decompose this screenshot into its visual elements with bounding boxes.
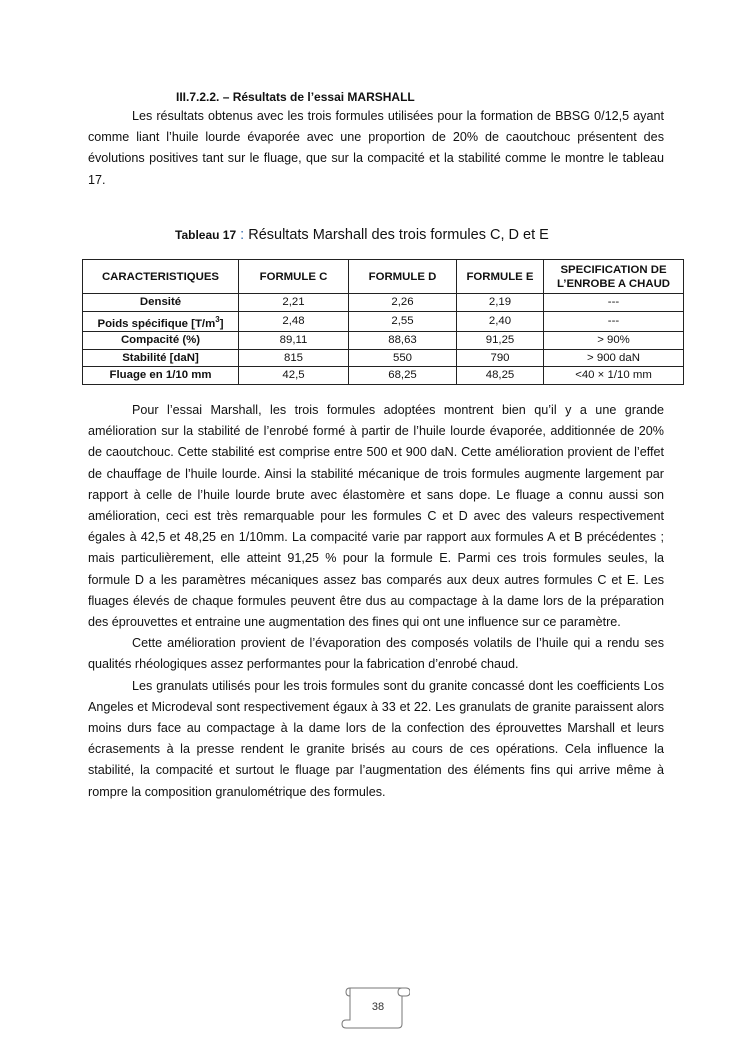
cell-formule-e: 48,25	[457, 367, 544, 385]
cell-formule-c: 42,5	[239, 367, 349, 385]
table-caption	[175, 227, 549, 243]
header-formule-c: FORMULE C	[239, 260, 349, 294]
page-number: 38	[371, 1001, 385, 1013]
table-header-row	[83, 260, 684, 294]
table-row	[83, 367, 684, 385]
cell-specification: <40 × 1/10 mm	[544, 367, 684, 385]
body-paragraph-3: Les granulats utilisés pour les trois formules sont du granite concassé dont les coefficients Los Angeles et Microdeval sont respectivement égaux à 33 et 22. Les granulats de granite paraissent alors moins durs face au compactage à la dame lors de la confection des éprouvettes Marshall et leurs écrasements à la presse rendent le granite brisés au cours de ces opérations. Cela influence la stabilité, la compacité et surtout le fluage par l’augmentation des éléments fins qui arrive même à rompre la composition granulométrique des formules.	[88, 678, 664, 799]
table-row	[83, 332, 684, 350]
body-text	[88, 400, 664, 803]
cell-specification: > 90%	[544, 332, 684, 350]
cell-specification: ---	[544, 294, 684, 312]
cell-formule-e: 2,40	[457, 311, 544, 332]
cell-specification: > 900 daN	[544, 349, 684, 367]
header-characteristics: CARACTERISTIQUES	[83, 260, 239, 294]
results-table	[82, 259, 684, 385]
row-label: Fluage en 1/10 mm	[83, 367, 239, 385]
cell-formule-c: 2,48	[239, 311, 349, 332]
table-row	[83, 311, 684, 332]
header-formule-e: FORMULE E	[457, 260, 544, 294]
cell-formule-c: 815	[239, 349, 349, 367]
body-paragraph-1: Pour l’essai Marshall, les trois formules adoptées montrent bien qu’il y a une grande amélioration sur la stabilité de l’enrobé formé à partir de l’huile lourde évaporée, additionnée de 20% de caoutchouc. Cette stabilité est comprise entre 500 et 900 daN. Cette amélioration provient de l’effet de chauffage de l’huile lourde. Ainsi la stabilité mécanique de trois formules augmente largement par rapport à celle de l’huile lourde brute avec élastomère et sans dope. Le fluage a connu aussi son amélioration, ceci est très remarquable pour les formules C et D avec des valeurs respectivement égales à 42,5 et 48,25 en 1/10mm. La compacité varie par rapport aux formules A et B précédentes ; mais particulièrement, elle atteint 91,25 % pour la formule E. Parmi ces trois formules seules, la formule D a les paramètres mécaniques assez bas comparés aux deux autres formules C et E. Les fluages élevés de chaque formules peuvent être dus au compactage à la dame lors de la préparation des éprouvettes et entraine une augmentation des fines qui ont une influence sur ce paramètre.	[88, 403, 664, 630]
cell-formule-e: 91,25	[457, 332, 544, 350]
row-label	[83, 311, 239, 332]
row-label-text: Poids spécifique [T/m	[97, 317, 216, 330]
intro-paragraph: Les résultats obtenus avec les trois formules utilisées pour la formation de BBSG 0/12,5 ayant comme liant l’huile lourde évaporée avec une proportion de 20% de caoutchouc présentent des évolutions positives tant sur le fluage, que sur la compacité et la stabilité comme le montre le tableau 17.	[88, 109, 664, 187]
cell-formule-e: 2,19	[457, 294, 544, 312]
table-row	[83, 349, 684, 367]
header-specification: SPECIFICATION DE L’ENROBE A CHAUD	[544, 260, 684, 294]
body-paragraph-2: Cette amélioration provient de l’évaporation des composés volatils de l’huile qui a rendu ses qualités rhéologiques assez performantes pour la fabrication d’enrobé chaud.	[88, 636, 664, 672]
table-row	[83, 294, 684, 312]
row-label: Stabilité [daN]	[83, 349, 239, 367]
cell-formule-d: 550	[349, 349, 457, 367]
row-label: Densité	[83, 294, 239, 312]
table-caption-separator: :	[236, 227, 249, 243]
cell-formule-d: 2,55	[349, 311, 457, 332]
cell-formule-c: 89,11	[239, 332, 349, 350]
cell-formule-d: 88,63	[349, 332, 457, 350]
cell-formule-d: 2,26	[349, 294, 457, 312]
table-label: Tableau 17	[175, 228, 237, 242]
table-caption-text: Résultats Marshall des trois formules C, D et E	[248, 227, 549, 243]
cell-formule-e: 790	[457, 349, 544, 367]
cell-specification: ---	[544, 311, 684, 332]
row-label: Compacité (%)	[83, 332, 239, 350]
cell-formule-d: 68,25	[349, 367, 457, 385]
cell-formule-c: 2,21	[239, 294, 349, 312]
row-label-superscript: 3	[215, 314, 220, 324]
section-title: III.7.2.2. – Résultats de l’essai MARSHALL	[176, 90, 415, 104]
row-label-end: ]	[219, 317, 224, 330]
header-formule-d: FORMULE D	[349, 260, 457, 294]
